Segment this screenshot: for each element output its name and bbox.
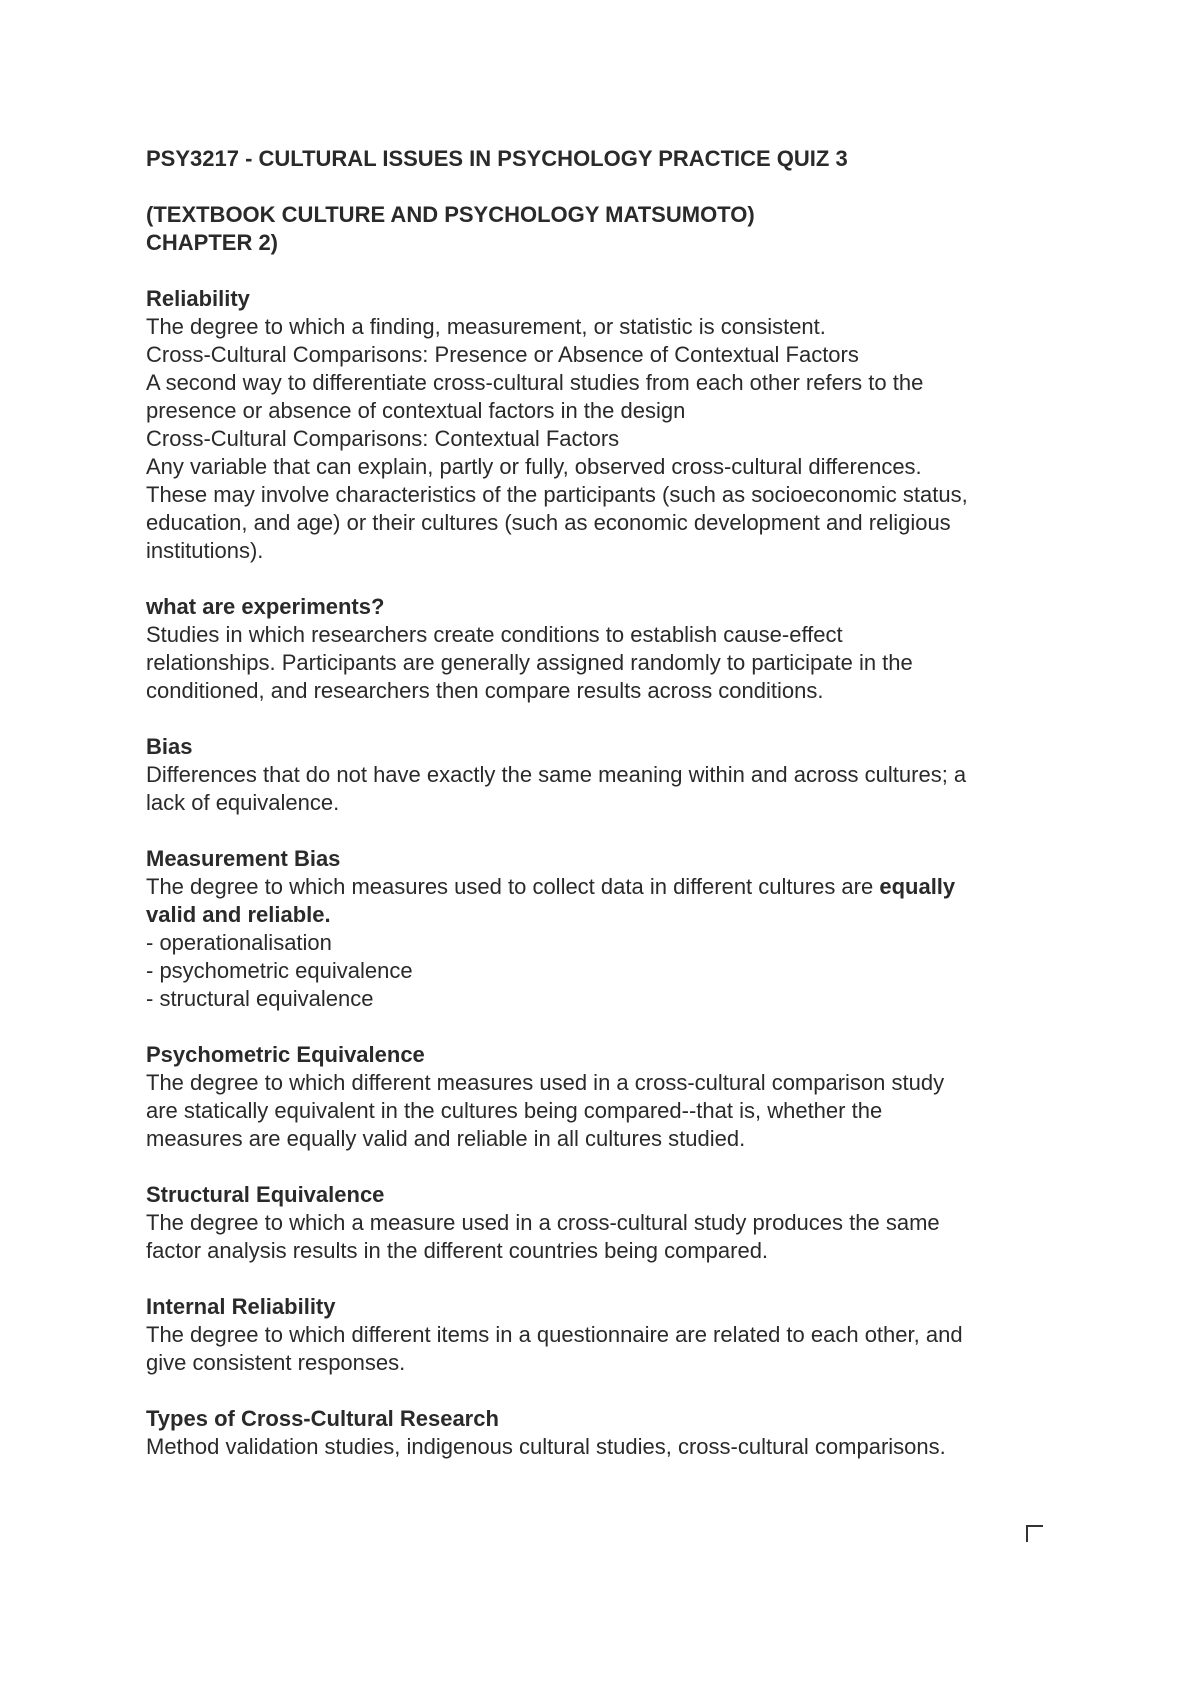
section-reliability xyxy=(146,285,1076,565)
section-heading: Measurement Bias xyxy=(146,846,341,871)
bullet-item: - operationalisation xyxy=(146,930,332,955)
body-line: presence or absence of contextual factors in the design xyxy=(146,398,686,423)
bullet-item: - psychometric equivalence xyxy=(146,958,413,983)
body-line: The degree to which a finding, measurement, or statistic is consistent. xyxy=(146,314,826,339)
emphasis-line: valid and reliable. xyxy=(146,902,331,927)
body-line: education, and age) or their cultures (such as economic development and religious xyxy=(146,510,951,535)
document-title: PSY3217 - CULTURAL ISSUES IN PSYCHOLOGY PRACTICE QUIZ 3 xyxy=(146,146,848,171)
body-line xyxy=(146,873,1076,901)
section-heading: Bias xyxy=(146,734,193,759)
section-heading: Internal Reliability xyxy=(146,1294,336,1319)
section-experiments xyxy=(146,593,1076,705)
body-line: lack of equivalence. xyxy=(146,790,340,815)
body-line: A second way to differentiate cross-cultural studies from each other refers to the xyxy=(146,370,924,395)
body-line: are statically equivalent in the cultures being compared--that is, whether the xyxy=(146,1098,883,1123)
section-structural-equivalence xyxy=(146,1181,1076,1265)
section-bias xyxy=(146,733,1076,817)
body-line: give consistent responses. xyxy=(146,1350,406,1375)
body-line: The degree to which a measure used in a cross-cultural study produces the same xyxy=(146,1210,940,1235)
body-line: The degree to which different measures used in a cross-cultural comparison study xyxy=(146,1070,945,1095)
section-measurement-bias xyxy=(146,845,1076,1013)
body-line: These may involve characteristics of the participants (such as socioeconomic status, xyxy=(146,482,968,507)
body-line: Any variable that can explain, partly or fully, observed cross-cultural differences. xyxy=(146,454,922,479)
body-line: Differences that do not have exactly the same meaning within and across cultures; a xyxy=(146,762,967,787)
section-heading: what are experiments? xyxy=(146,594,385,619)
section-heading: Types of Cross-Cultural Research xyxy=(146,1406,499,1431)
body-text: The degree to which measures used to collect data in different cultures are xyxy=(146,874,880,899)
body-line: Studies in which researchers create conditions to establish cause-effect xyxy=(146,622,843,647)
page-corner-mark-icon xyxy=(1026,1525,1043,1542)
section-heading: Structural Equivalence xyxy=(146,1182,385,1207)
section-types-of-research xyxy=(146,1405,1076,1461)
section-psychometric-equivalence xyxy=(146,1041,1076,1153)
emphasis-text: equally xyxy=(879,874,956,899)
document-subtitle-line-2: CHAPTER 2) xyxy=(146,230,279,255)
document-subtitle-line-1: (TEXTBOOK CULTURE AND PSYCHOLOGY MATSUMOTO) xyxy=(146,202,755,227)
section-internal-reliability xyxy=(146,1293,1076,1377)
document-page xyxy=(146,145,1076,1461)
body-line: relationships. Participants are generally assigned randomly to participate in the xyxy=(146,650,913,675)
bullet-item: - structural equivalence xyxy=(146,986,374,1011)
section-heading: Psychometric Equivalence xyxy=(146,1042,425,1067)
body-line: conditioned, and researchers then compare results across conditions. xyxy=(146,678,824,703)
body-line: The degree to which different items in a questionnaire are related to each other, and xyxy=(146,1322,963,1347)
body-line: Cross-Cultural Comparisons: Presence or Absence of Contextual Factors xyxy=(146,342,859,367)
body-line: measures are equally valid and reliable in all cultures studied. xyxy=(146,1126,746,1151)
body-line: Cross-Cultural Comparisons: Contextual Factors xyxy=(146,426,620,451)
body-line: institutions). xyxy=(146,538,264,563)
section-heading: Reliability xyxy=(146,286,250,311)
body-line: Method validation studies, indigenous cultural studies, cross-cultural comparisons. xyxy=(146,1434,946,1459)
body-line: factor analysis results in the different countries being compared. xyxy=(146,1238,769,1263)
